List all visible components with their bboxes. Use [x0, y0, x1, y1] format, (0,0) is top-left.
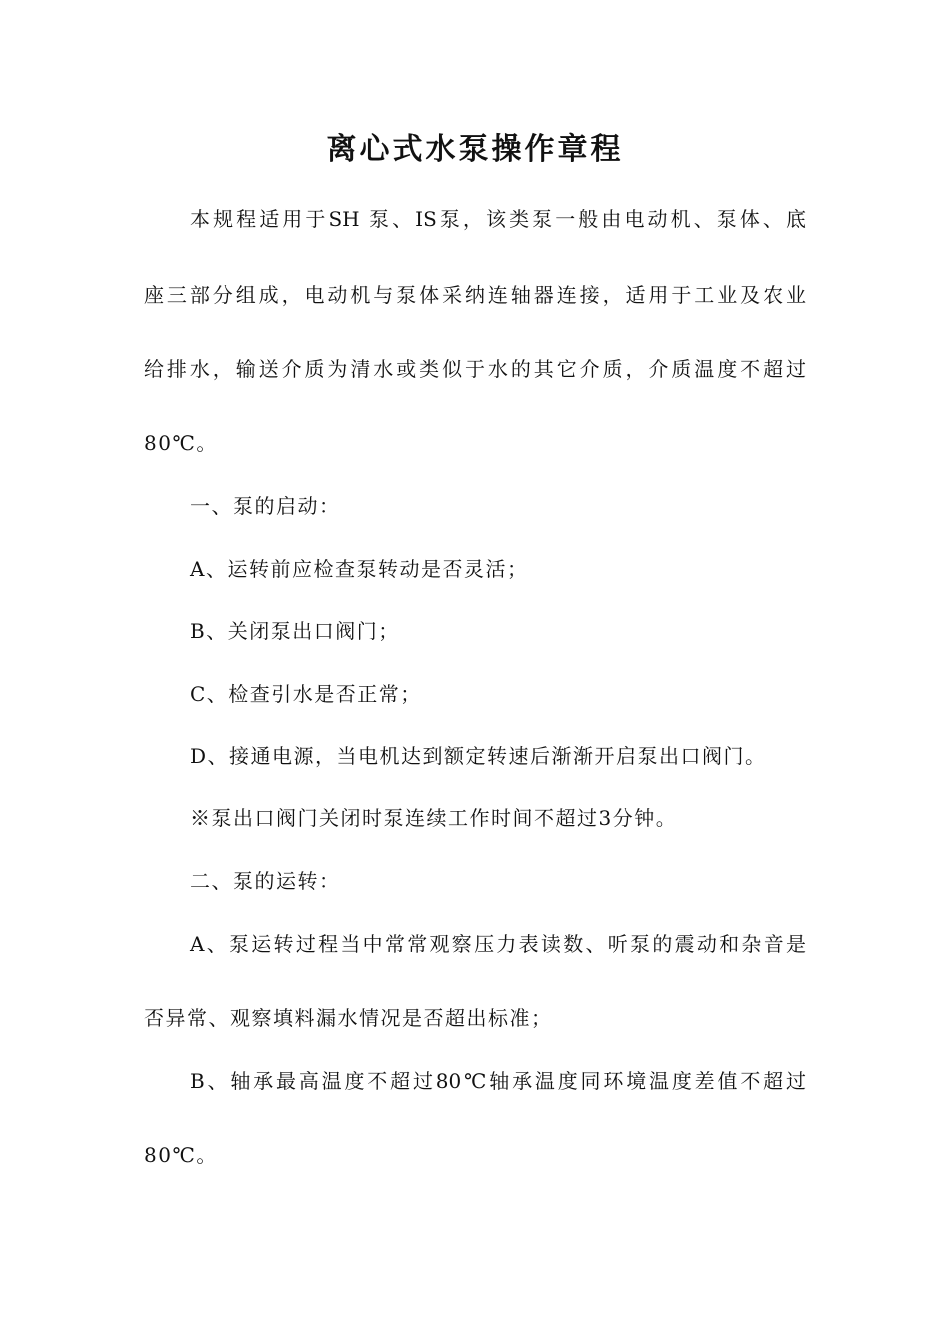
list-item: A、泵运转过程当中常常观察压力表读数、听泵的震动和杂音是	[190, 932, 806, 956]
section-heading: 二、泵的运转：	[190, 869, 341, 893]
paragraph-line: 否异常、观察填料漏水情况是否超出标准；	[144, 1006, 553, 1030]
list-item: C、检查引水是否正常；	[190, 682, 422, 706]
document-title: 离心式水泵操作章程	[326, 132, 624, 167]
paragraph-line: 座三部分组成，电动机与泵体采纳连轴器连接，适用于工业及农业	[144, 283, 806, 307]
section-heading: 一、泵的启动：	[190, 494, 341, 518]
list-item: A、运转前应检查泵转动是否灵活；	[190, 557, 529, 581]
note-line: ※泵出口阀门关闭时泵连续工作时间不超过3分钟。	[190, 806, 678, 830]
paragraph-line: 本规程适用于SH 泵、IS泵，该类泵一般由电动机、泵体、底	[190, 207, 806, 231]
paragraph-line: 给排水，输送介质为清水或类似于水的其它介质，介质温度不超过	[144, 357, 806, 381]
paragraph-line: 80℃。	[144, 431, 218, 455]
list-item: D、接通电源，当电机达到额定转速后渐渐开启泵出口阀门。	[190, 744, 767, 768]
list-item: B、轴承最高温度不超过80℃轴承温度同环境温度差值不超过	[190, 1069, 806, 1093]
paragraph-line: 80℃。	[144, 1143, 218, 1167]
list-item: B、关闭泵出口阀门；	[190, 619, 400, 643]
